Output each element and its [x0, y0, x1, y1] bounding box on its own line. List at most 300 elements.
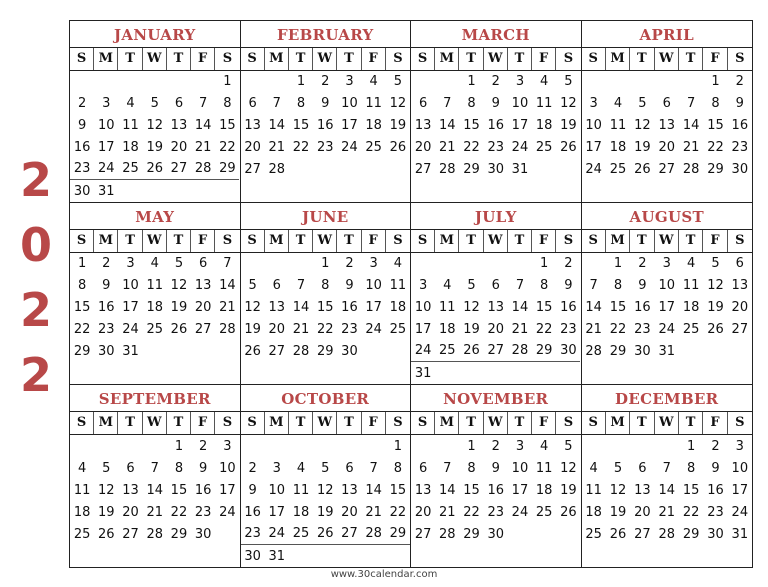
- day-cell: 5: [174, 256, 184, 272]
- month-april: [582, 21, 753, 203]
- day-cell: 8: [686, 460, 696, 476]
- day-cell: 24: [365, 321, 382, 337]
- weekday-header: W: [484, 412, 508, 434]
- day-cell: 31: [511, 161, 529, 177]
- day-cell: 29: [316, 343, 334, 359]
- day-cell: 22: [463, 504, 480, 520]
- day-cell: 16: [316, 118, 334, 134]
- day-cell: 27: [167, 158, 191, 180]
- empty-day-cell: [167, 340, 191, 362]
- month-july: [411, 203, 582, 385]
- day-cell: 15: [316, 300, 334, 316]
- weekday-header: S: [563, 233, 574, 248]
- month-name: APRIL: [582, 21, 753, 48]
- empty-day-cell: [484, 253, 508, 275]
- day-cell: 8: [223, 96, 232, 112]
- day-cell: 2: [735, 74, 744, 90]
- day-cell: 8: [321, 278, 330, 294]
- empty-day-cell: [215, 180, 239, 202]
- empty-day-cell: [606, 435, 630, 457]
- day-cell: 31: [122, 343, 139, 359]
- day-cell: 4: [686, 256, 696, 272]
- day-cell: 17: [122, 300, 139, 316]
- day-cell: 2: [491, 438, 500, 454]
- day-cell: 30: [98, 343, 115, 359]
- day-cell: 13: [170, 118, 188, 134]
- day-cell: 9: [345, 278, 354, 294]
- day-cell: 7: [589, 278, 598, 294]
- empty-day-cell: [630, 180, 654, 202]
- day-cell: 19: [634, 139, 651, 155]
- year-calendar-grid: [69, 20, 753, 568]
- day-cell: 4: [393, 256, 403, 272]
- day-cell: 1: [467, 74, 476, 90]
- empty-day-cell: [532, 523, 556, 545]
- day-cell: 9: [564, 278, 573, 294]
- day-cell: 18: [682, 300, 700, 316]
- day-cell: 16: [194, 482, 212, 498]
- empty-day-cell: [215, 362, 239, 384]
- empty-day-cell: [289, 545, 313, 567]
- weekday-header: S: [70, 412, 94, 434]
- empty-day-cell: [386, 362, 410, 384]
- day-cell: 24: [658, 321, 676, 337]
- weekday-header: M: [94, 48, 118, 70]
- weekday-header: F: [703, 412, 727, 434]
- empty-day-cell: [337, 362, 361, 384]
- day-cell: 27: [122, 526, 139, 542]
- day-cell: 21: [146, 504, 164, 520]
- day-cell: 29: [386, 523, 410, 545]
- day-cell: 18: [122, 139, 139, 155]
- day-cell: 23: [341, 321, 358, 337]
- day-cell: 2: [199, 438, 208, 454]
- empty-day-cell: [556, 158, 580, 180]
- month-name: JUNE: [241, 203, 411, 230]
- day-cell: 19: [560, 482, 577, 498]
- empty-day-cell: [655, 545, 679, 567]
- weekday-header: M: [435, 230, 459, 252]
- day-cell: 9: [248, 482, 257, 498]
- day-cell: 30: [634, 343, 651, 359]
- day-cell: 6: [199, 256, 208, 272]
- year-digit: 0: [19, 218, 52, 272]
- empty-day-cell: [484, 545, 508, 567]
- day-cell: 12: [170, 278, 188, 294]
- day-cell: 6: [126, 460, 135, 476]
- empty-day-cell: [679, 362, 703, 384]
- day-cell: 12: [316, 482, 334, 498]
- day-cell: 23: [731, 139, 749, 155]
- day-cell: 2: [77, 96, 87, 112]
- day-cell: 19: [609, 504, 627, 520]
- weekday-header: F: [703, 48, 727, 70]
- day-cell: 27: [244, 161, 261, 177]
- day-cell: 19: [146, 139, 164, 155]
- day-cell: 17: [98, 139, 115, 155]
- month-august: [582, 203, 753, 385]
- day-cell: 5: [564, 438, 573, 454]
- month-name: JANUARY: [70, 21, 240, 48]
- day-cell: 26: [634, 161, 651, 177]
- weekday-header: S: [582, 230, 606, 252]
- weekday-header: M: [94, 412, 118, 434]
- day-cell: 28: [658, 526, 676, 542]
- weekday-header: T: [679, 48, 703, 70]
- day-cell: 28: [508, 340, 532, 362]
- day-cell: 11: [682, 278, 700, 294]
- day-cell: 21: [365, 504, 382, 520]
- day-cell: 3: [345, 74, 354, 90]
- day-cell: 14: [365, 482, 382, 498]
- day-cell: 13: [194, 278, 212, 294]
- day-cell: 1: [174, 438, 184, 454]
- day-cell: 11: [146, 278, 164, 294]
- empty-day-cell: [655, 180, 679, 202]
- day-cell: 13: [268, 300, 286, 316]
- day-cell: 30: [707, 526, 724, 542]
- day-cell: 26: [98, 526, 115, 542]
- day-cell: 21: [439, 139, 456, 155]
- weekday-header: M: [265, 230, 289, 252]
- weekday-header: S: [241, 412, 265, 434]
- day-cell: 30: [731, 161, 749, 177]
- weekday-header: T: [459, 230, 483, 252]
- weekday-header: M: [606, 412, 630, 434]
- day-cell: 20: [194, 300, 212, 316]
- day-cell: 20: [634, 504, 651, 520]
- day-cell: 30: [194, 526, 212, 542]
- footer-url: www.30calendar.com: [330, 569, 438, 580]
- day-cell: 24: [411, 340, 435, 362]
- empty-day-cell: [386, 545, 410, 567]
- day-cell: 12: [98, 482, 115, 498]
- empty-day-cell: [582, 545, 606, 567]
- weekday-header: M: [435, 48, 459, 70]
- weekday-header: M: [435, 412, 459, 434]
- day-cell: 20: [731, 300, 749, 316]
- day-cell: 9: [491, 460, 500, 476]
- day-cell: 7: [686, 96, 696, 112]
- day-cell: 24: [219, 504, 236, 520]
- day-cell: 25: [609, 161, 627, 177]
- empty-day-cell: [411, 435, 435, 457]
- day-cell: 23: [707, 504, 724, 520]
- empty-day-cell: [313, 545, 337, 567]
- day-cell: 24: [122, 321, 139, 337]
- weekday-header: S: [241, 230, 265, 252]
- weekday-header-row: [70, 48, 240, 71]
- day-cell: 13: [731, 278, 749, 294]
- day-cell: 5: [564, 74, 573, 90]
- day-cell: 4: [369, 74, 378, 90]
- weekday-header-row: [241, 48, 411, 71]
- weekday-header: F: [532, 230, 556, 252]
- empty-day-cell: [143, 71, 167, 93]
- day-cell: 23: [560, 321, 577, 337]
- empty-day-cell: [241, 435, 265, 457]
- weekday-header: S: [735, 233, 745, 248]
- day-cell: 25: [585, 526, 602, 542]
- empty-day-cell: [582, 180, 606, 202]
- day-cell: 1: [686, 438, 696, 454]
- day-cell: 27: [268, 343, 286, 359]
- weekday-header: S: [563, 51, 574, 66]
- day-cell: 8: [467, 460, 476, 476]
- day-cell: 22: [219, 139, 236, 155]
- empty-day-cell: [606, 545, 630, 567]
- day-cell: 3: [662, 256, 671, 272]
- day-cell: 30: [487, 161, 505, 177]
- weekday-header: S: [70, 230, 94, 252]
- day-cell: 14: [682, 118, 700, 134]
- day-cell: 2: [638, 256, 647, 272]
- weekday-header: F: [191, 412, 215, 434]
- empty-day-cell: [582, 253, 606, 275]
- day-cell: 24: [731, 504, 749, 520]
- day-cell: 25: [535, 504, 553, 520]
- weekday-header: F: [362, 230, 386, 252]
- day-cell: 1: [711, 74, 720, 90]
- month-october: [241, 385, 412, 567]
- day-cell: 30: [556, 340, 580, 362]
- day-cell: 13: [658, 118, 676, 134]
- empty-day-cell: [143, 435, 167, 457]
- day-cell: 5: [248, 278, 257, 294]
- empty-day-cell: [556, 180, 580, 202]
- empty-day-cell: [508, 253, 532, 275]
- day-cell: 31: [658, 343, 676, 359]
- weekday-header: W: [313, 230, 337, 252]
- day-cell: 6: [638, 460, 647, 476]
- day-cell: 25: [146, 321, 164, 337]
- day-cell: 24: [341, 139, 358, 155]
- day-cell: 1: [296, 74, 306, 90]
- empty-day-cell: [606, 362, 630, 384]
- day-cell: 22: [535, 321, 553, 337]
- day-cell: 11: [439, 300, 456, 316]
- day-cell: 8: [540, 278, 549, 294]
- weekday-header: S: [411, 48, 435, 70]
- day-cell: 1: [613, 256, 623, 272]
- weekday-header: T: [337, 412, 361, 434]
- day-cell: 6: [418, 460, 428, 476]
- empty-day-cell: [289, 253, 313, 275]
- day-cell: 14: [439, 118, 456, 134]
- day-cell: 27: [731, 321, 749, 337]
- weekday-header-row: [582, 412, 753, 435]
- empty-day-cell: [582, 71, 606, 93]
- empty-day-cell: [508, 362, 532, 384]
- empty-day-cell: [655, 71, 679, 93]
- empty-day-cell: [459, 253, 483, 275]
- day-cell: 13: [122, 482, 139, 498]
- empty-day-cell: [679, 545, 703, 567]
- day-cell: 3: [272, 460, 281, 476]
- day-cell: 4: [77, 460, 87, 476]
- year-label: [12, 148, 60, 408]
- empty-day-cell: [655, 435, 679, 457]
- day-grid: [582, 71, 753, 202]
- day-cell: 29: [682, 526, 700, 542]
- weekday-header: M: [94, 230, 118, 252]
- day-cell: 12: [609, 482, 627, 498]
- empty-day-cell: [191, 180, 215, 202]
- day-cell: 10: [219, 460, 236, 476]
- weekday-header: T: [337, 48, 361, 70]
- weekday-header: S: [563, 415, 574, 430]
- empty-day-cell: [362, 180, 386, 202]
- day-cell: 24: [265, 523, 289, 545]
- empty-day-cell: [362, 435, 386, 457]
- day-cell: 25: [389, 321, 407, 337]
- day-cell: 11: [122, 118, 139, 134]
- day-grid: [70, 435, 240, 567]
- empty-day-cell: [191, 545, 215, 567]
- weekday-header: F: [532, 48, 556, 70]
- empty-day-cell: [459, 362, 483, 384]
- empty-day-cell: [728, 362, 752, 384]
- weekday-header-row: [411, 412, 581, 435]
- day-cell: 19: [244, 321, 261, 337]
- day-cell: 7: [443, 96, 452, 112]
- day-cell: 25: [73, 526, 91, 542]
- day-cell: 28: [219, 321, 236, 337]
- day-cell: 2: [711, 438, 720, 454]
- empty-day-cell: [143, 545, 167, 567]
- day-cell: 8: [711, 96, 720, 112]
- day-cell: 18: [389, 300, 407, 316]
- empty-day-cell: [679, 180, 703, 202]
- day-cell: 26: [609, 526, 627, 542]
- empty-day-cell: [215, 340, 239, 362]
- day-cell: 15: [707, 118, 724, 134]
- empty-day-cell: [435, 253, 459, 275]
- day-cell: 30: [487, 526, 505, 542]
- year-digit: 2: [19, 153, 52, 207]
- weekday-header: T: [630, 48, 654, 70]
- empty-day-cell: [411, 545, 435, 567]
- day-cell: 1: [223, 74, 232, 90]
- day-cell: 25: [535, 139, 553, 155]
- day-cell: 17: [511, 482, 529, 498]
- day-cell: 14: [511, 300, 529, 316]
- month-february: [241, 21, 412, 203]
- day-cell: 19: [389, 118, 407, 134]
- weekday-header: S: [222, 233, 233, 248]
- day-cell: 14: [658, 482, 676, 498]
- day-cell: 13: [634, 482, 651, 498]
- day-cell: 16: [73, 139, 91, 155]
- empty-day-cell: [191, 362, 215, 384]
- day-cell: 6: [345, 460, 354, 476]
- day-cell: 20: [414, 504, 432, 520]
- day-cell: 2: [102, 256, 111, 272]
- day-cell: 19: [170, 300, 188, 316]
- empty-day-cell: [630, 71, 654, 93]
- month-name: MARCH: [411, 21, 581, 48]
- empty-day-cell: [386, 180, 410, 202]
- day-cell: 10: [414, 300, 432, 316]
- empty-day-cell: [337, 180, 361, 202]
- day-cell: 18: [535, 118, 553, 134]
- weekday-header-row: [411, 230, 581, 253]
- day-cell: 17: [219, 482, 236, 498]
- weekday-header: S: [735, 415, 745, 430]
- day-cell: 18: [73, 504, 91, 520]
- day-cell: 16: [341, 300, 358, 316]
- day-cell: 15: [463, 482, 480, 498]
- empty-day-cell: [630, 545, 654, 567]
- day-cell: 16: [487, 482, 505, 498]
- day-cell: 29: [532, 340, 556, 362]
- day-cell: 12: [634, 118, 651, 134]
- day-grid: [582, 253, 753, 384]
- empty-day-cell: [94, 545, 118, 567]
- day-cell: 17: [731, 482, 749, 498]
- day-cell: 12: [707, 278, 724, 294]
- day-cell: 13: [487, 300, 505, 316]
- day-cell: 9: [77, 118, 87, 134]
- day-cell: 3: [589, 96, 598, 112]
- day-cell: 16: [560, 300, 577, 316]
- day-cell: 3: [369, 256, 378, 272]
- day-cell: 6: [248, 96, 257, 112]
- day-cell: 10: [731, 460, 749, 476]
- empty-day-cell: [630, 362, 654, 384]
- day-cell: 25: [435, 340, 459, 362]
- day-cell: 8: [77, 278, 87, 294]
- empty-day-cell: [362, 340, 386, 362]
- day-cell: 4: [613, 96, 623, 112]
- day-cell: 27: [194, 321, 212, 337]
- day-cell: 4: [126, 96, 135, 112]
- day-cell: 17: [511, 118, 529, 134]
- weekday-header: W: [143, 230, 167, 252]
- empty-day-cell: [70, 435, 94, 457]
- day-cell: 28: [191, 158, 215, 180]
- weekday-header: W: [143, 412, 167, 434]
- year-digit: 2: [19, 283, 52, 337]
- day-cell: 15: [219, 118, 236, 134]
- month-january: [70, 21, 241, 203]
- day-cell: 29: [170, 526, 188, 542]
- weekday-header: F: [191, 230, 215, 252]
- weekday-header: W: [313, 412, 337, 434]
- day-cell: 7: [515, 278, 525, 294]
- weekday-header: T: [630, 230, 654, 252]
- day-cell: 16: [634, 300, 651, 316]
- empty-day-cell: [265, 180, 289, 202]
- day-cell: 9: [735, 96, 744, 112]
- day-cell: 26: [560, 504, 577, 520]
- day-cell: 21: [682, 139, 700, 155]
- day-cell: 2: [345, 256, 354, 272]
- day-cell: 21: [511, 321, 529, 337]
- year-digit: 2: [19, 348, 52, 402]
- month-december: [582, 385, 753, 567]
- empty-day-cell: [556, 523, 580, 545]
- day-cell: 4: [150, 256, 159, 272]
- day-cell: 4: [540, 74, 549, 90]
- day-cell: 19: [316, 504, 334, 520]
- weekday-header: T: [630, 412, 654, 434]
- empty-day-cell: [728, 180, 752, 202]
- empty-day-cell: [313, 362, 337, 384]
- day-cell: 7: [296, 278, 306, 294]
- empty-day-cell: [289, 158, 313, 180]
- day-grid: [241, 71, 411, 202]
